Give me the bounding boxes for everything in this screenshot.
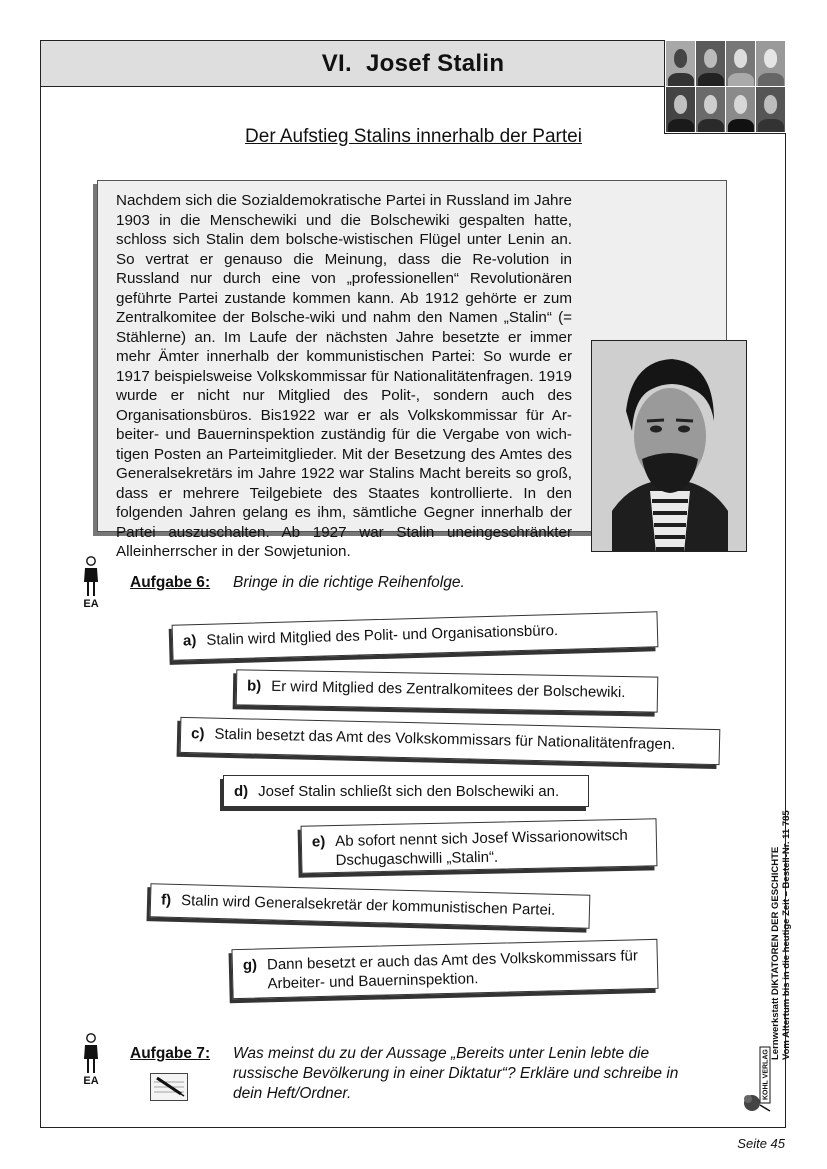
- publisher-logo-icon: [742, 1045, 772, 1115]
- task-6-label: [130, 574, 210, 592]
- person-icon: [81, 1033, 101, 1075]
- portrait-thumbnail: [756, 41, 785, 86]
- publication-sidebar: [770, 760, 792, 1060]
- strip-letter: a): [182, 632, 197, 650]
- page-number: Seite 45: [737, 1136, 785, 1151]
- strip-text: Er wird Mitglied des Zentralkomitees der Bolschewiki.: [271, 677, 626, 702]
- stalin-portrait-drawing: [592, 341, 747, 552]
- person-icon: [81, 556, 101, 598]
- portrait-thumbnail: [696, 41, 725, 86]
- info-text-body: Nachdem sich die Sozialdemokratische Partei in Russland im Jahre 1903 in die Menschewiki und die Bolschewiki gespalten hatte, schloss sich Stalin dem bolsche-wistischen Flügel unter Lenin an. So vertrat er genauso die Meinung, dass die Re-volution in Russland nur durch eine von „professionellen“ Revolutionären geführte Partei zustande kommen kann. Ab 1912 gehörte er zum Zentralkomitee der Bolsche-wiki und nahm den Namen „Stalin“ (= Stählerne) an. Im Laufe der nächsten Jahre besetzte er immer mehr Ämter innerhalb der kommunistischen Partei: So wurde er 1917 beispielsweise Volkskommissar für Nationalitätenfragen. 1919 wurde er nicht nur Mitglied des Polit-, sondern auch des Organisationsbüros. Bis1922 war er als Volkskommissar für Ar-beiter- und Bauerninspektion zuständig für die Vergabe von wich-tigen Posten an Parteimitglieder. Mit der Besetzung des Amtes des Generalsekretärs im Jahre 1922 war Stalins Macht bereits so groß, dass er mehrere Teilgebiete des Staates kontrollierte. In den folgenden Jahren gelang es ihm, sämtliche Gegner innerhalb der Partei auszuschalten. Ab 1927 war Stalin uneingeschränkter Alleinherrscher in der Sowjetunion.: [116, 192, 572, 560]
- portrait-thumbnail: [726, 41, 755, 86]
- task-6-colon: :: [204, 574, 211, 591]
- task-7-label-text: Aufgabe 7: [130, 1045, 205, 1062]
- individual-work-icon: [81, 556, 101, 608]
- strip-letter: g): [242, 956, 258, 974]
- strip-letter: e): [311, 833, 326, 851]
- strip-text: Josef Stalin schließt sich den Bolschewiki an.: [258, 783, 560, 800]
- work-mode-label: EA: [83, 598, 99, 610]
- strip-text: Ab sofort nennt sich Josef Wissarionowitsch Dschugaschwilli „Stalin“.: [335, 826, 628, 870]
- task-7-instruction: Was meinst du zu der Aussage „Bereits unter Lenin lebte die russische Bevölkerung in einer Diktatur“? Erkläre und schreibe in dein Heft/Ordner.: [233, 1045, 679, 1102]
- pen-paper-icon: [151, 1074, 187, 1100]
- task-6-label-text: Aufgabe 6: [130, 574, 205, 591]
- writing-pen-icon: [150, 1073, 188, 1101]
- chapter-name: Josef Stalin: [365, 49, 505, 77]
- strip-text: Stalin wird Mitglied des Polit- und Organisationsbüro.: [206, 622, 559, 649]
- sidebar-series-title: Lernwerkstatt DIKTATOREN DER GESCHICHTE: [770, 846, 781, 1060]
- strip-letter: c): [190, 725, 205, 743]
- section-title: Der Aufstieg Stalins innerhalb der Partei: [245, 126, 582, 147]
- work-mode-label: EA: [83, 1075, 99, 1087]
- strip-text: Stalin wird Generalsekretär der kommunistischen Partei.: [180, 892, 556, 919]
- individual-work-icon: [81, 1033, 101, 1085]
- sequence-strip-b[interactable]: [236, 669, 659, 712]
- strip-text: Stalin besetzt das Amt des Volkskommissars für Nationalitätenfragen.: [214, 725, 676, 754]
- sequence-strip-g[interactable]: [231, 939, 658, 999]
- sequence-strip-e[interactable]: [301, 818, 658, 873]
- svg-text:KOHL VERLAG: KOHL VERLAG: [762, 1049, 770, 1100]
- kohl-verlag-logo: [742, 1045, 772, 1115]
- strip-text: Dann besetzt er auch das Amt des Volkskommissars für Arbeiter- und Bauerninspektion.: [266, 947, 639, 993]
- sidebar-subtitle-order-number: Vom Altertum bis in die heutige Zeit – Bestell-Nr. 11 785: [781, 810, 792, 1060]
- strip-letter: f): [160, 891, 172, 909]
- dictator-portrait-collage: [664, 40, 786, 134]
- strip-letter: b): [246, 677, 262, 695]
- task-6-instruction: Bringe in die richtige Reihenfolge.: [233, 574, 465, 591]
- task-7-label: [130, 1045, 210, 1063]
- portrait-thumbnail: [666, 41, 695, 86]
- stalin-portrait-photo: [591, 340, 747, 552]
- strip-letter: d): [234, 783, 249, 800]
- sequence-strip-d[interactable]: [223, 775, 589, 807]
- chapter-number: VI.: [321, 49, 352, 77]
- task-7-colon: :: [204, 1045, 211, 1062]
